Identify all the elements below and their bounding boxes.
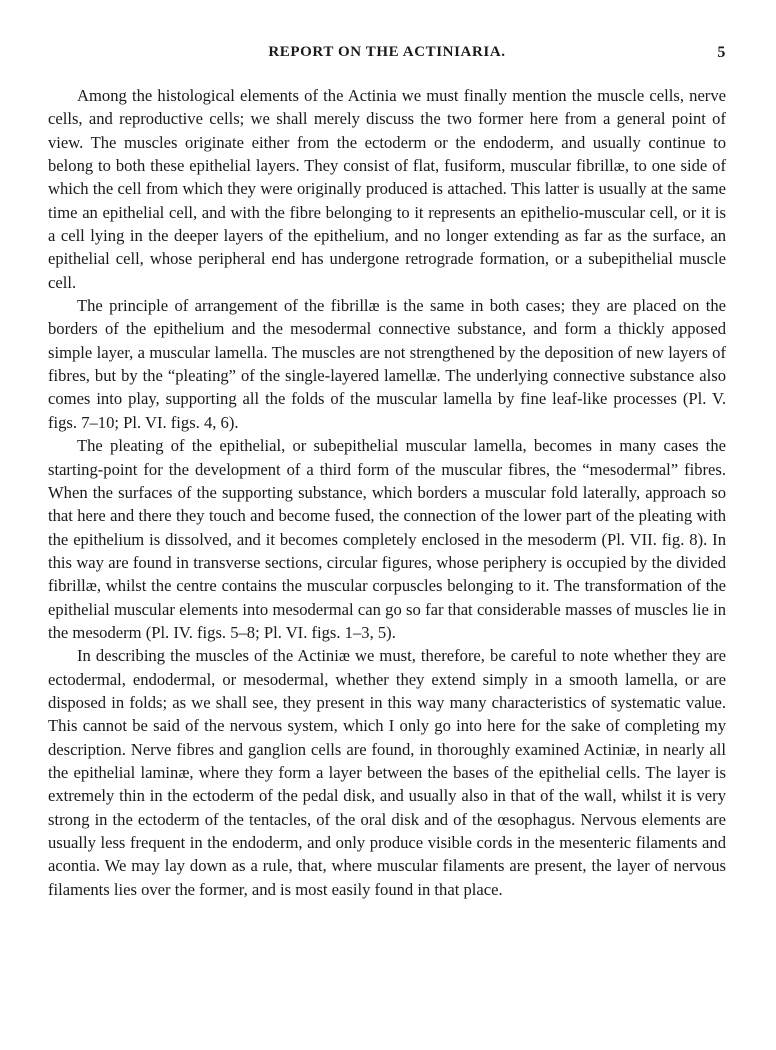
running-title: REPORT ON THE ACTINIARIA. <box>268 44 506 60</box>
paragraph-histological-elements: Among the histological elements of the Actinia we must finally mention the muscle cells, nerve cells, and reproductive cells; we shall merely discuss the two former here from a general point of view. The muscles originate either from the ectoderm or the endoderm, and usually continue to belong to both these epithelial layers. They consist of flat, fusiform, muscular fibrillæ, to one side of which the cell from which they were originally produced is attached. This latter is usually at the same time an epithelial cell, and with the fibre belonging to it represents an epithelio-muscular cell, or it is a cell lying in the deeper layers of the epithelium, and no longer extending as far as the surface, an epithelial cell, whose peripheral end has undergone retrograde formation, or a subepithelial muscle cell. <box>48 86 726 292</box>
body-text <box>48 84 726 901</box>
paragraph-fibrillae-arrangement: The principle of arrangement of the fibrillæ is the same in both cases; they are placed on the borders of the epithelium and the mesodermal connective substance, and form a thickly apposed simple layer, a muscular lamella. The muscles are not strengthened by the deposition of new layers of fibres, but by the “pleating” of the single-layered lamellæ. The underlying connective substance also comes into play, supporting all the folds of the muscular lamella by fine leaf-like processes (Pl. V. figs. 7–10; Pl. VI. figs. 4, 6). <box>48 296 726 432</box>
paragraph-pleating: The pleating of the epithelial, or subepithelial muscular lamella, becomes in many cases the starting-point for the development of a third form of the muscular fibres, the “mesodermal” fibres. When the surfaces of the supporting substance, which borders a muscular fold laterally, approach so that here and there they touch and become fused, the connection of the lower part of the pleating with the epithelium is dissolved, and it becomes completely enclosed in the mesoderm (Pl. VII. fig. 8). In this way are found in transverse sections, circular figures, whose periphery is occupied by the divided fibrillæ, whilst the centre contains the muscular corpuscles belonging to it. The transformation of the epithelial muscular elements into mesodermal can go so far that considerable masses of muscles lie in the mesoderm (Pl. IV. figs. 5–8; Pl. VI. figs. 1–3, 5). <box>48 436 726 642</box>
running-header <box>48 44 726 66</box>
page-number: 5 <box>717 44 726 61</box>
paragraph-muscles-nervous-system: In describing the muscles of the Actiniæ we must, therefore, be careful to note whether they are ectodermal, endodermal, or mesodermal, whether they extend simply in a smooth lamella, or are disposed in folds; as we shall see, they present in this way many characteristics of systematic value. This cannot be said of the nervous system, which I only go into here for the sake of completing my description. Nerve fibres and ganglion cells are found, in thoroughly examined Actiniæ, in nearly all the epithelial laminæ, where they form a layer between the bases of the epithelial cells. The layer is extremely thin in the ectoderm of the pedal disk, and usually also in that of the wall, whilst it is very strong in the ectoderm of the tentacles, of the oral disk and of the œsophagus. Nervous elements are usually less frequent in the endoderm, and only produce visible cords in the mesenteric filaments and acontia. We may lay down as a rule, that, where muscular filaments are present, the layer of nervous filaments lies over the former, and is most easily found in that place. <box>48 646 726 899</box>
